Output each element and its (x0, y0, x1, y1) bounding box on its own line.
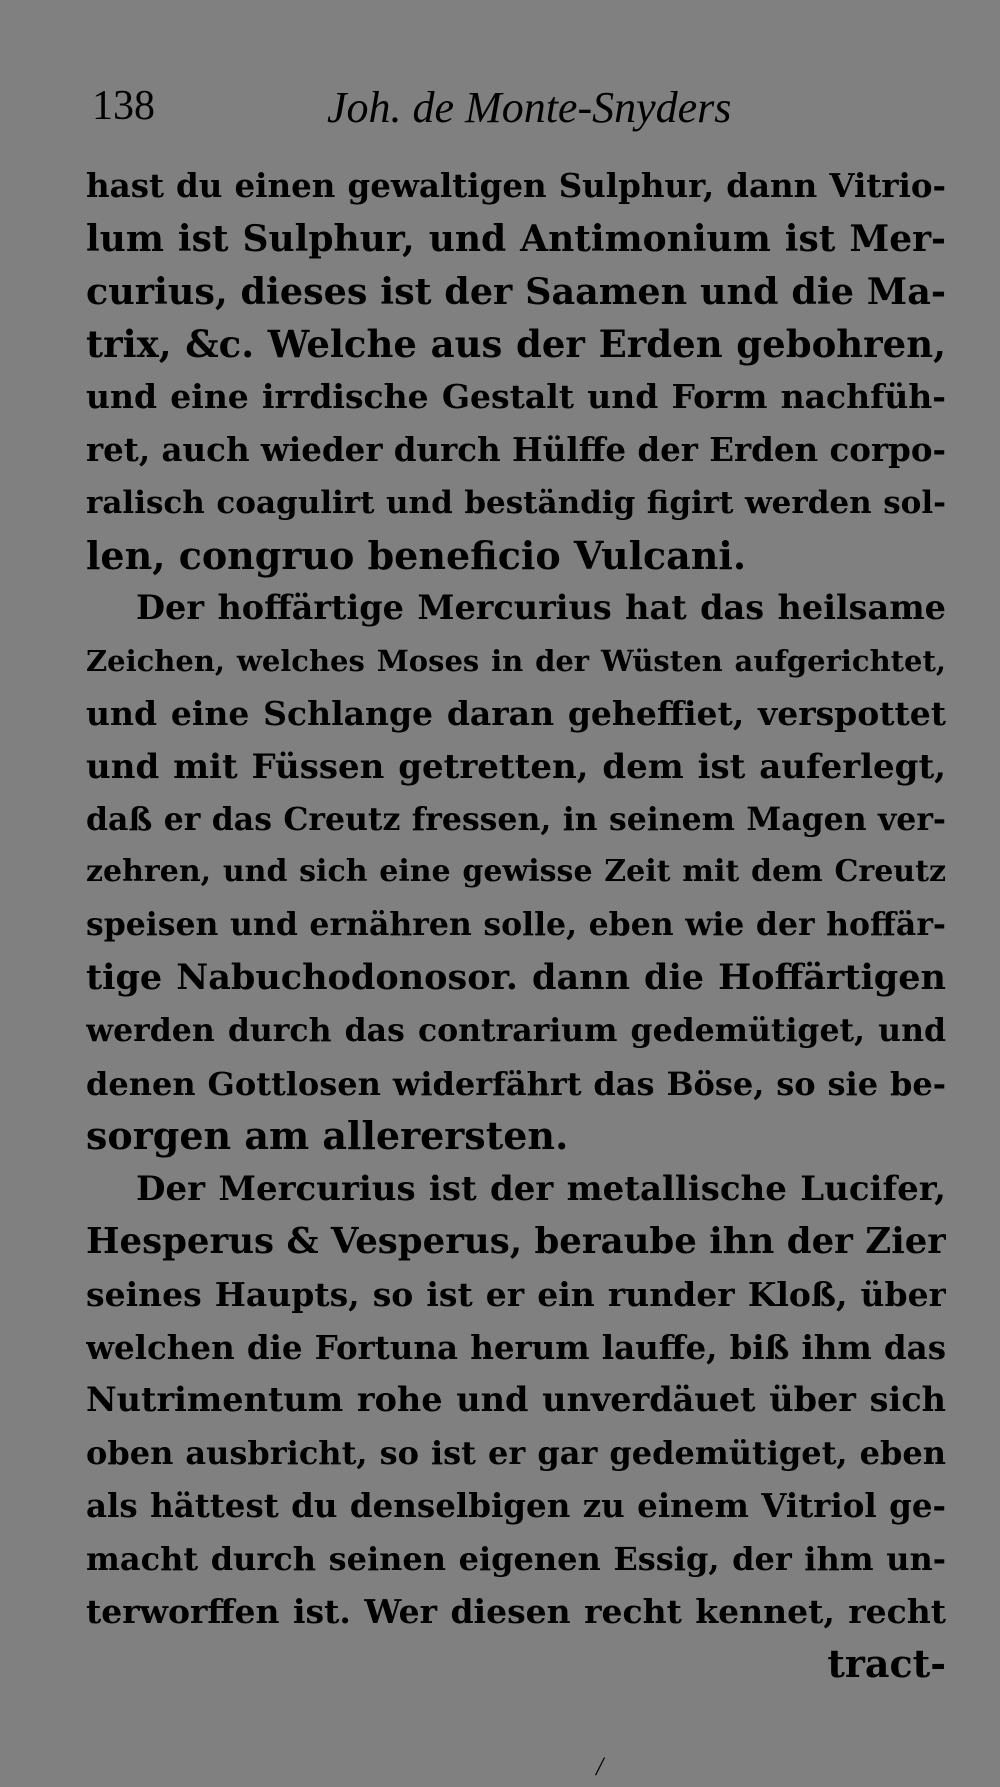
text-line: len, congruo beneficio Vulcani. (86, 532, 747, 578)
text-line: speisen und ernähren solle, eben wie der hoffär- (86, 906, 946, 944)
text-line: terworffen ist. Wer diesen recht kennet, recht (86, 1591, 946, 1631)
running-head: Joh. de Monte-Snyders (327, 83, 732, 132)
text-line: Hesperus & Vesperus, beraube ihn der Zier (86, 1220, 946, 1262)
text-line: zehren, und sich eine gewisse Zeit mit dem Creutz (86, 854, 946, 890)
text-line: denen Gottlosen widerfährt das Böse, so sie be- (86, 1064, 946, 1103)
text-line: welchen die Fortuna herum lauffe, biß ihm das (86, 1327, 946, 1367)
text-line: seines Haupts, so ist er ein runder Kloß, über (86, 1274, 946, 1314)
text-line: werden durch das contrarium gedemütiget, und (86, 1011, 946, 1049)
text-line: oben ausbricht, so ist er gar gedemütiget, eben (86, 1434, 946, 1473)
body-text (86, 160, 946, 1691)
paragraph-start-line: Der hoffärtige Mercurius hat das heilsame (136, 588, 946, 628)
text-line: trix, &c. Welche aus der Erden gebohren, (86, 322, 946, 367)
page-header (92, 82, 912, 142)
text-line: daß er das Creutz fressen, in seinem Magen ver- (86, 800, 946, 838)
catchword: tract- (827, 1641, 946, 1687)
text-line: als hättest du denselbigen zu einem Vitriol ge- (86, 1485, 946, 1525)
text-line: macht durch seinen eigenen Essig, der ihm un- (86, 1539, 946, 1578)
footer-mark: / (596, 1752, 604, 1781)
text-line: curius, dieses ist der Saamen und die Ma- (86, 269, 946, 313)
text-line: lum ist Sulphur, und Antimonium ist Mer- (86, 217, 946, 260)
text-line: Nutrimentum rohe und unverdäuet über sich (86, 1380, 946, 1420)
text-line: Zeichen, welches Moses in der Wüsten aufgerichtet, (86, 644, 946, 679)
text-line: und eine irrdische Gestalt und Form nachfüh- (86, 377, 946, 417)
text-line: und mit Füssen getretten, dem ist auferlegt, (86, 746, 946, 787)
text-line: tige Nabuchodonosor. dann die Hoffärtigen (86, 956, 946, 998)
text-line: ret, auch wieder durch Hülffe der Erden corpo- (86, 429, 946, 469)
page-number: 138 (92, 83, 155, 129)
text-line: und eine Schlange daran geheffiet, verspottet (86, 693, 946, 733)
text-line: sorgen am allerersten. (86, 1113, 569, 1159)
text-line: hast du einen gewaltigen Sulphur, dann Vitrio- (86, 166, 946, 205)
text-line: ralisch coagulirt und beständig figirt werden sol- (86, 484, 946, 521)
paragraph-start-line: Der Mercurius ist der metallische Lucifer, (136, 1169, 946, 1210)
